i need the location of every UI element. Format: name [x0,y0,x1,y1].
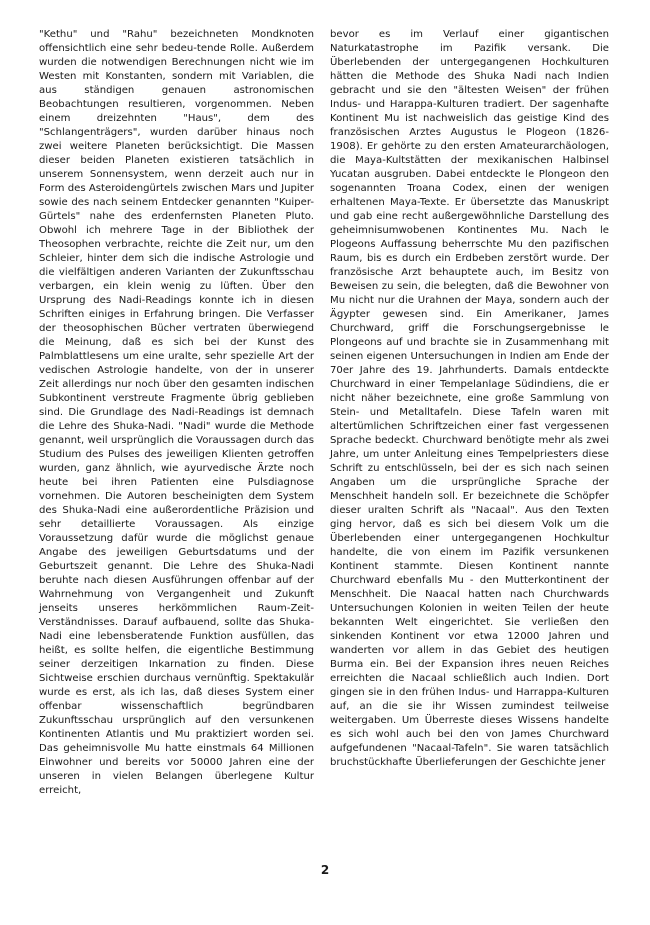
text-column-left: "Kethu" und "Rahu" bezeichneten Mondknoten offensichtlich eine sehr bedeu-tende Rolle. Außerdem wurden die notwendigen Berechnungen nicht wie im Westen mit Konstanten, sondern mit Variablen, die aus ständigen genauen astronomischen Beobachtungen resultieren, vorgenommen. Neben einem dreizehnten "Haus", dem des "Schlangenträgers", wurden darüber hinaus noch zwei weitere Planeten berücksichtigt. Die Massen dieser beiden Planeten existieren tatsächlich in unserem Sonnensystem, wenn derzeit auch nur in Form des Asteroidengürtels zwischen Mars und Jupiter sowie des nach seinem Entdecker genannten "Kuiper-Gürtels" nahe des erdenfernsten Planeten Pluto. Obwohl ich mehrere Tage in der Bibliothek der Theosophen verbrachte, reichte die Zeit nur, um den Schleier, hinter dem sich die indische Astrologie und die vielfältigen anderen Varianten der Zukunftsschau verbargen, ein klein wenig zu lüften. Über den Ursprung des Nadi-Readings konnte ich in diesen Schriften einiges in Erfahrung bringen. Die Verfasser der theosophischen Bücher vertraten überwiegend die Meinung, daß es sich bei der Kunst des Palmblattlesens um eine uralte, sehr spezielle Art der vedischen Astrologie handelte, von der in unserer Zeit allerdings nur noch über den gesamten indischen Subkontinent verstreute Fragmente übrig geblieben sind. Die Grundlage des Nadi-Readings ist demnach die Lehre des Shuka-Nadi. "Nadi" wurde die Methode genannt, weil ursprünglich die Voraussagen durch das Studium des Pulses des jeweiligen Klienten getroffen wurden, ganz ähnlich, wie ayurvedische Ärzte noch heute bei ihren Patienten eine Pulsdiagnose vornehmen. Die Autoren bescheinigten dem System des Shuka-Nadi eine außerordentliche Präzision und sehr detaillierte Voraussagen. Als einzige Voraussetzung dafür wurde die möglichst genaue Angabe des jeweiligen Geburtsdatums und der Geburtszeit genannt. Die Lehre des Shuka-Nadi beruhte nach diesen Ausführungen offenbar auf der Wahrnehmung von Vergangenheit und Zukunft jenseits unseres herkömmlichen Raum-Zeit-Verständnisses. Darauf aufbauend, sollte das Shuka-Nadi eine lebensberatende Funktion ausfüllen, das heißt, es sollte helfen, die eigentliche Bestimmung seiner derzeitigen Inkarnation zu finden. Diese Sichtweise erschien durchaus vernünftig. Spektakulär wurde es erst, als ich las, daß dieses System einer offenbar wissenschaftlich begründbaren Zukunftsschau ursprünglich auf den versunkenen Kontinenten Atlantis und Mu praktiziert worden sei. Das geheimnisvolle Mu hatte einstmals 64 Millionen Einwohner und bereits vor 50000 Jahren eine der unseren in vielen Belangen überlegene Kultur erreicht, [39,29,314,796]
text-column-right: bevor es im Verlauf einer gigantischen Naturkatastrophe im Pazifik versank. Die Überlebenden der untergegangenen Hochkulturen hätten die Methode des Shuka Nadi nach Indien gebracht und sie den "ältesten Weisen" der frühen Indus- und Harappa-Kulturen tradiert. Der sagenhafte Kontinent Mu ist nachweislich das geistige Kind des französischen Arztes Augustus le Plogeon (1826-1908). Er gehörte zu den ersten Amateurarchäologen, die Maya-Kultstätten der mexikanischen Halbinsel Yucatan ausgruben. Dabei entdeckte le Plongeon den sogenannten Troana Codex, einen der wenigen erhaltenen Maya-Texte. Er übersetzte das Manuskript und gab eine recht außergewöhnliche Darstellung des geheimnisumwobenen Kontinentes Mu. Nach le Plogeons Auffassung beherrschte Mu den pazifischen Raum, bis es durch ein Erdbeben zerstört wurde. Der französische Arzt behauptete auch, im Besitz von Beweisen zu sein, die belegten, daß die Bewohner von Mu nicht nur die Urahnen der Maya, sondern auch der Ägypter gewesen sind. Ein Amerikaner, James Churchward, griff die Forschungsergebnisse le Plongeons auf und brachte sie in Zusammenhang mit seinen eigenen Untersuchungen in Indien am Ende der 70er Jahre des 19. Jahrhunderts. Damals entdeckte Churchward in einer Tempelanlage Südindiens, die er nicht näher bezeichnete, eine große Sammlung von Stein- und Metalltafeln. Diese Tafeln waren mit altertümlichen Schriftzeichen einer fast vergessenen Sprache bedeckt. Churchward benötigte mehr als zwei Jahre, um unter Anleitung eines Tempelpriesters diese Schrift zu entschlüsseln, bei der es sich nach seinen Angaben um die ursprüngliche Sprache der Menschheit handeln soll. Er bezeichnete die Schöpfer dieser uralten Schrift als "Nacaal". Aus den Texten ging hervor, daß es sich bei diesem Volk um die Überlebenden einer untergegangenen Hochkultur handelte, die von einem im Pazifik versunkenen Kontinent stammte. Diesen Kontinent nannte Churchward ebenfalls Mu - den Mutterkontinent der Menschheit. Die Naacal hatten nach Churchwards Untersuchungen Kolonien in weiten Teilen der heute bekannten Welt eingerichtet. Sie verließen den sinkenden Kontinent vor etwa 12000 Jahren und wanderten vor allem in das Gebiet des heutigen Burma ein. Bei der Expansion ihres neuen Reiches erreichten die Nacaal schließlich auch Indien. Dort gingen sie in den frühen Indus- und Harrappa-Kulturen auf, an die sie ihr Wissen zumindest teilweise weitergaben. Um Überreste dieses Wissens handelte es sich wohl auch bei den von James Churchward aufgefundenen "Nacaal-Tafeln". Sie waren tatsächlich bruchstückhafte Überlieferungen der Geschichte jener [330,29,609,768]
page-number: 2 [320,863,330,877]
